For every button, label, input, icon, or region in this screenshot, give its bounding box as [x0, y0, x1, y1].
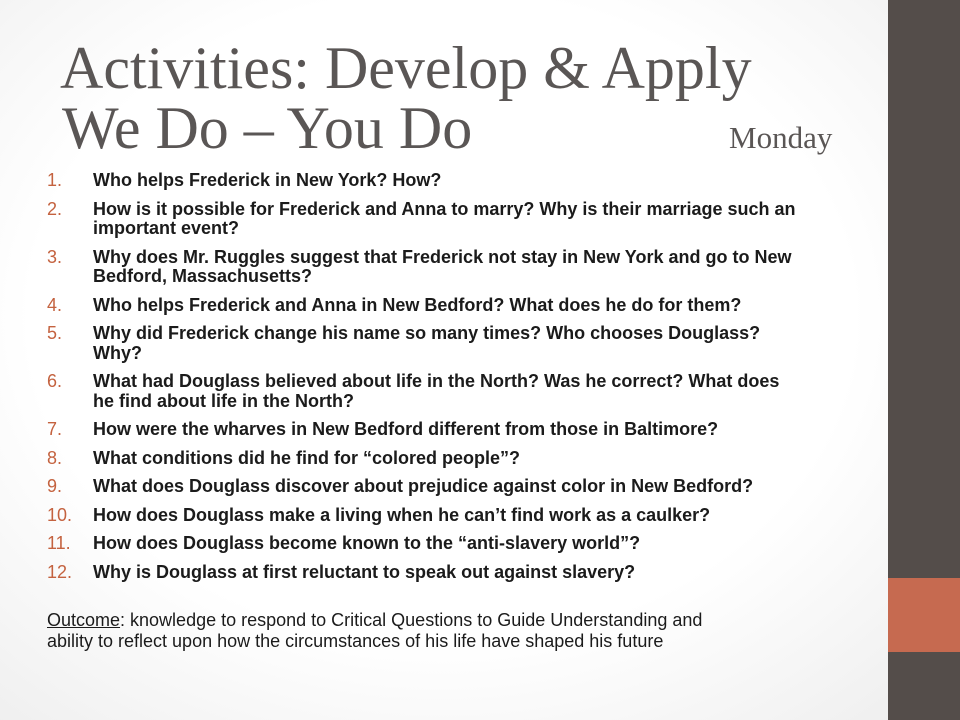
- title-day: Monday: [729, 120, 833, 155]
- question-number: 10.: [47, 504, 73, 525]
- question-number: 11.: [47, 533, 71, 553]
- question-text: What conditions did he find for “colored people”?: [93, 447, 520, 468]
- question-number: 12.: [47, 561, 73, 582]
- title-line-1: Activities: Develop & Apply: [60, 35, 752, 101]
- question-item: [47, 324, 877, 363]
- question-number: 1.: [47, 170, 63, 190]
- question-text: How does Douglass make a living when he can’t find work as a caulker?: [93, 504, 711, 525]
- question-number: 7.: [47, 419, 63, 439]
- question-item: [47, 420, 877, 440]
- outcome-label: Outcome: [47, 610, 121, 630]
- question-item: [47, 296, 877, 316]
- question-item: [47, 372, 877, 411]
- question-list: [47, 171, 877, 591]
- question-item: [47, 449, 877, 469]
- question-item: [47, 200, 877, 239]
- question-number: 8.: [47, 447, 63, 468]
- outcome-text: : knowledge to respond to Critical Questions to Guide Understanding and ability to reflect upon how the circumstances of his life have shaped his future: [47, 610, 703, 651]
- question-text: Why does Mr. Ruggles suggest that Frederick not stay in New York and go to New Bedford, Massachusetts?: [93, 246, 792, 286]
- question-text: What had Douglass believed about life in the North? Was he correct? What does he find about life in the North?: [93, 371, 780, 411]
- question-text: Who helps Frederick in New York? How?: [93, 170, 442, 190]
- question-item: [47, 563, 877, 583]
- question-number: 4.: [47, 294, 63, 315]
- question-number: 3.: [47, 246, 63, 267]
- question-item: [47, 477, 877, 497]
- question-item: [47, 506, 877, 526]
- question-number: 6.: [47, 371, 63, 391]
- title-line-2: We Do – You Do: [62, 95, 473, 161]
- question-number: 9.: [47, 476, 63, 496]
- sidebar-accent-block: [888, 578, 960, 652]
- question-text: Why did Frederick change his name so many times? Who chooses Douglass? Why?: [93, 323, 761, 363]
- question-text: Why is Douglass at first reluctant to speak out against slavery?: [93, 561, 636, 582]
- question-text: Who helps Frederick and Anna in New Bedford? What does he do for them?: [93, 294, 742, 315]
- question-text: How is it possible for Frederick and Anna to marry? Why is their marriage such an important event?: [93, 198, 796, 238]
- question-text: What does Douglass discover about prejudice against color in New Bedford?: [93, 476, 754, 496]
- question-item: [47, 534, 877, 554]
- outcome-paragraph: [47, 610, 877, 652]
- question-item: [47, 248, 877, 287]
- question-number: 2.: [47, 198, 63, 219]
- question-number: 5.: [47, 323, 63, 343]
- question-item: [47, 171, 877, 191]
- question-text: How does Douglass become known to the “anti-slavery world”?: [93, 533, 641, 553]
- question-text: How were the wharves in New Bedford different from those in Baltimore?: [93, 419, 719, 439]
- slide-title: [60, 35, 752, 161]
